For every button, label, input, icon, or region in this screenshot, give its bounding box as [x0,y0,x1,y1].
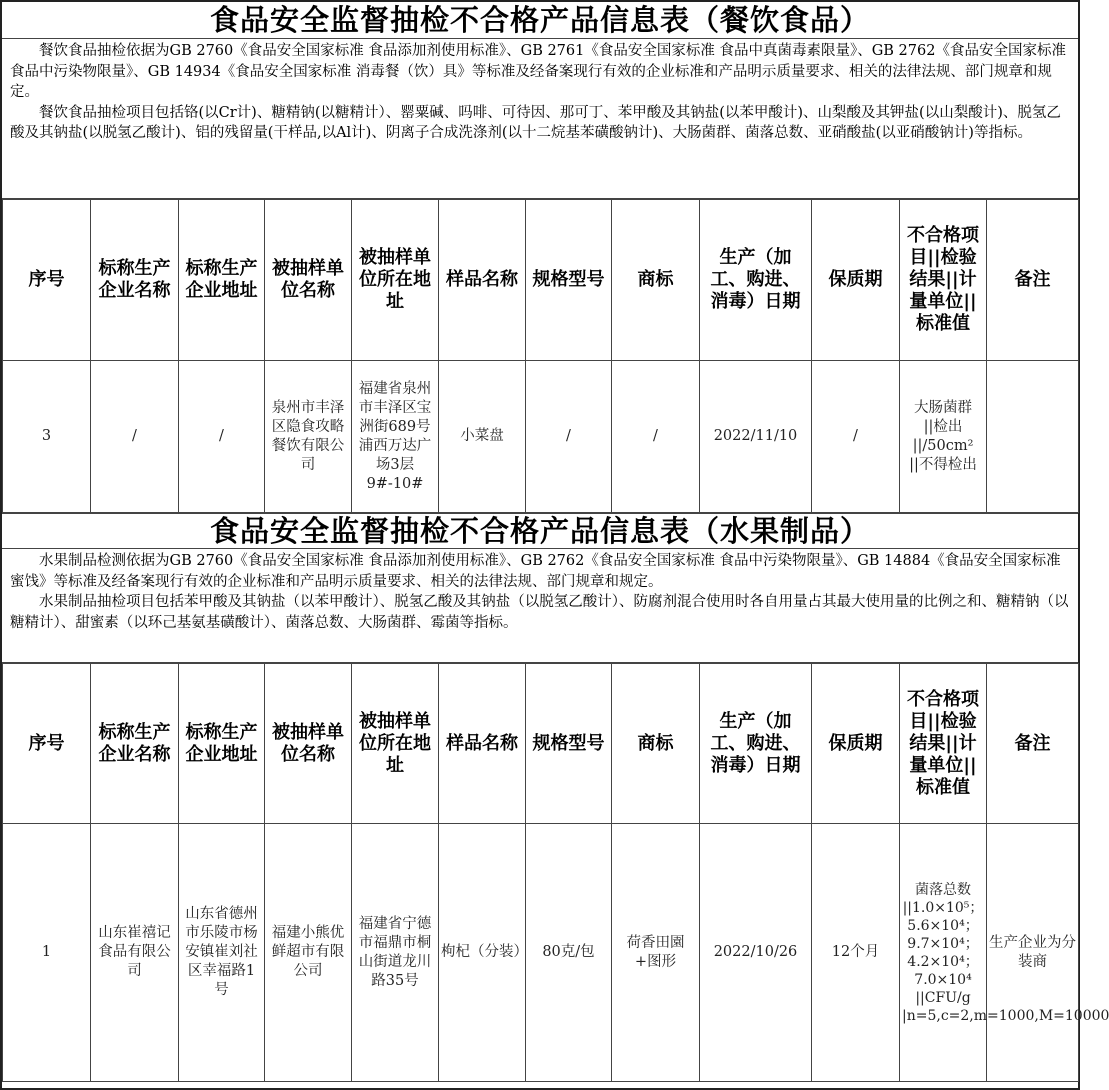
header-remark: 备注 [987,200,1079,361]
cell-brand: / [612,361,700,513]
fail-item-name: 菌落总数 [915,881,971,898]
section2-description [2,549,1078,663]
cell-date: 2022/10/26 [700,824,812,1082]
cell-producer-address: 山东省德州市乐陵市杨安镇崔刘社区幸福路1号 [179,824,265,1082]
header-spec: 规格型号 [526,664,612,824]
header-spec: 规格型号 [526,200,612,361]
header-fail-item: 不合格项目||检验结果||计量单位||标准值 [900,664,987,824]
cell-shelf-life: / [812,361,900,513]
header-producer-address: 标称生产企业地址 [179,664,265,824]
header-producer-address: 标称生产企业地址 [179,200,265,361]
header-no: 序号 [3,200,91,361]
header-fail-item: 不合格项目||检验结果||计量单位||标准值 [900,200,987,361]
header-producer: 标称生产企业名称 [91,200,179,361]
cell-shelf-life: 12个月 [812,824,900,1082]
header-no: 序号 [3,664,91,824]
cell-sample-name: 小菜盘 [439,361,526,513]
fail-item-unit: ||/50cm² [912,437,974,454]
header-sample-name: 样品名称 [439,664,526,824]
header-sampled-address: 被抽样单位所在地址 [352,664,439,824]
section2-basis-paragraph: 水果制品检测依据为GB 2760《食品安全国家标准 食品添加剂使用标准》、GB 2762《食品安全国家标准 食品中污染物限量》、GB 14884《食品安全国家标准 蜜饯》等标准及经备案现行有效的企业标准和产品明示质量要求、相关的法律法规、部门规章和规定。 [10,553,1061,590]
cell-remark [987,361,1079,513]
fail-item-result: ||1.0×10⁵；5.6×10⁴；9.7×10⁴；4.2×10⁴；7.0×10⁴ [902,899,984,988]
cell-remark: 生产企业为分装商 [987,824,1079,1082]
section1-title: 食品安全监督抽检不合格产品信息表（餐饮食品） [2,2,1078,39]
header-sampled-unit: 被抽样单位名称 [265,200,352,361]
header-date: 生产（加工、购进、消毒）日期 [700,664,812,824]
cell-sampled-unit: 福建小熊优鲜超市有限公司 [265,824,352,1082]
fail-item-standard: |n=5,c=2,m=1000,M=10000 [902,1007,1109,1024]
table-row [3,361,1079,513]
fail-item-name: 大肠菌群 [914,399,972,416]
header-date: 生产（加工、购进、消毒）日期 [700,200,812,361]
section1-header-row [3,200,1079,361]
section2-items-paragraph: 水果制品抽检项目包括苯甲酸及其钠盐（以苯甲酸计）、脱氢乙酸及其钠盐（以脱氢乙酸计）、防腐剂混合使用时各自用量占其最大使用量的比例之和、糖精钠（以糖精计）、甜蜜素（以环己基氨基磺酸计）、菌落总数、大肠菌群、霉菌等指标。 [10,594,1069,631]
cell-producer-address: / [179,361,265,513]
section1-description [2,39,1078,199]
cell-spec: 80克/包 [526,824,612,1082]
cell-brand: 荷香田園+图形 [612,824,700,1082]
header-sampled-unit: 被抽样单位名称 [265,664,352,824]
header-producer: 标称生产企业名称 [91,664,179,824]
section1-items-paragraph: 餐饮食品抽检项目包括铬(以Cr计)、糖精钠(以糖精计）、罂粟碱、吗啡、可待因、那可丁、苯甲酸及其钠盐(以苯甲酸计)、山梨酸及其钾盐(以山梨酸计)、脱氢乙酸及其钠盐(以脱氢乙酸计)、铝的残留量(干样品,以Al计)、阴离子合成洗涤剂(以十二烷基苯磺酸钠计)、大肠菌群、菌落总数、亚硝酸盐(以亚硝酸钠计)等指标。 [10,104,1061,141]
header-brand: 商标 [612,664,700,824]
cell-producer: / [91,361,179,513]
section1-table [2,199,1079,513]
cell-fail-item [900,361,987,513]
cell-no: 3 [3,361,91,513]
section1-basis-paragraph: 餐饮食品抽检依据为GB 2760《食品安全国家标准 食品添加剂使用标准》、GB 2761《食品安全国家标准 食品中真菌毒素限量》、GB 2762《食品安全国家标准 食品中污染物限量》、GB 14934《食品安全国家标准 消毒餐（饮）具》等标准及经备案现行有效的企业标准和产品明示质量要求、相关的法律法规、部门规章和规定。 [10,43,1066,100]
cell-producer: 山东崔禧记食品有限公司 [91,824,179,1082]
cell-spec: / [526,361,612,513]
header-shelf-life: 保质期 [812,664,900,824]
header-sampled-address: 被抽样单位所在地址 [352,200,439,361]
cell-date: 2022/11/10 [700,361,812,513]
cell-sampled-unit: 泉州市丰泽区隐食攻略餐饮有限公司 [265,361,352,513]
fail-item-standard: ||不得检出 [909,456,977,473]
table-row [3,824,1079,1082]
cell-no: 1 [3,824,91,1082]
section2-title: 食品安全监督抽检不合格产品信息表（水果制品） [2,513,1078,549]
section2-header-row [3,664,1079,824]
cell-sample-name: 枸杞（分装） [439,824,526,1082]
cell-sampled-address: 福建省泉州市丰泽区宝洲街689号浦西万达广场3层9#-10# [352,361,439,513]
header-brand: 商标 [612,200,700,361]
fail-item-result: ||检出 [923,418,963,435]
header-shelf-life: 保质期 [812,200,900,361]
header-remark: 备注 [987,664,1079,824]
fail-item-unit: ||CFU/g [915,989,971,1006]
section2-table [2,663,1109,1082]
header-sample-name: 样品名称 [439,200,526,361]
cell-sampled-address: 福建省宁德市福鼎市桐山街道龙川路35号 [352,824,439,1082]
